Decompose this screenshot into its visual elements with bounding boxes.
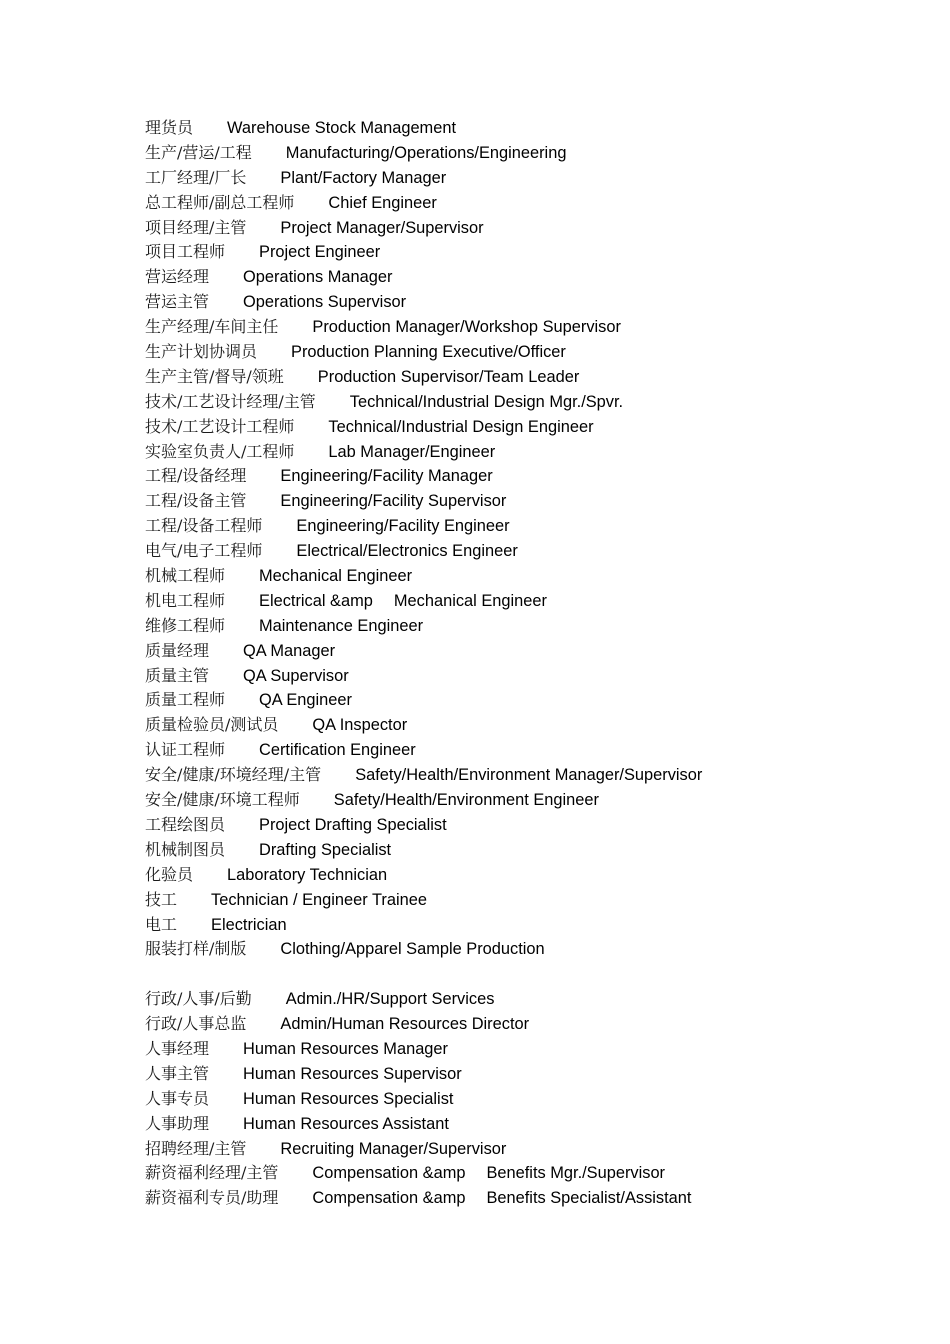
glossary-entry bbox=[145, 937, 925, 962]
english-title: Electrician bbox=[211, 915, 287, 934]
chinese-title: 质量工程师 bbox=[145, 690, 226, 710]
chinese-title: 工程/设备主管 bbox=[145, 491, 247, 511]
glossary-entry bbox=[145, 813, 925, 838]
glossary-entry bbox=[145, 639, 925, 664]
english-title: Production Manager/Workshop Supervisor bbox=[312, 318, 621, 337]
chinese-title: 工程/设备经理 bbox=[145, 466, 247, 486]
chinese-title: 行政/人事/后勤 bbox=[145, 989, 252, 1009]
chinese-title: 安全/健康/环境经理/主管 bbox=[145, 765, 322, 785]
glossary-entry bbox=[145, 1012, 925, 1037]
glossary-entry bbox=[145, 489, 925, 514]
glossary-entry bbox=[145, 166, 925, 191]
english-title: Engineering/Facility Manager bbox=[280, 467, 493, 486]
chinese-title: 质量主管 bbox=[145, 665, 210, 685]
glossary-entry bbox=[145, 987, 925, 1012]
glossary-entry bbox=[145, 1037, 925, 1062]
chinese-title: 技工 bbox=[145, 889, 178, 909]
english-title: Lab Manager/Engineer bbox=[328, 442, 496, 461]
english-title: Clothing/Apparel Sample Production bbox=[280, 940, 545, 959]
chinese-title: 招聘经理/主管 bbox=[145, 1138, 247, 1158]
glossary-entry bbox=[145, 240, 925, 265]
english-title: Technical/Industrial Design Engineer bbox=[328, 417, 594, 436]
chinese-title: 机电工程师 bbox=[145, 590, 226, 610]
english-title: Admin/Human Resources Director bbox=[280, 1015, 530, 1034]
glossary-entry bbox=[145, 788, 925, 813]
glossary-entry bbox=[145, 688, 925, 713]
chinese-title: 项目工程师 bbox=[145, 242, 226, 262]
chinese-title: 生产主管/督导/领班 bbox=[145, 366, 284, 386]
glossary-entry bbox=[145, 614, 925, 639]
chinese-title: 项目经理/主管 bbox=[145, 217, 247, 237]
chinese-title: 质量检验员/测试员 bbox=[145, 715, 279, 735]
glossary-entry bbox=[145, 1062, 925, 1087]
glossary-entry bbox=[145, 390, 925, 415]
chinese-title: 人事经理 bbox=[145, 1038, 210, 1058]
glossary-entry bbox=[145, 265, 925, 290]
glossary-entry bbox=[145, 564, 925, 589]
english-title: Project Engineer bbox=[259, 243, 381, 262]
english-title: Compensation &amp bbox=[312, 1189, 466, 1208]
english-title: Compensation &amp bbox=[312, 1164, 466, 1183]
glossary-entry bbox=[145, 763, 925, 788]
glossary-entry bbox=[145, 589, 925, 614]
glossary-entry bbox=[145, 440, 925, 465]
chinese-title: 工程/设备工程师 bbox=[145, 516, 263, 536]
english-title: Drafting Specialist bbox=[259, 840, 392, 859]
glossary-entry bbox=[145, 539, 925, 564]
chinese-title: 电气/电子工程师 bbox=[145, 541, 263, 561]
chinese-title: 薪资福利专员/助理 bbox=[145, 1188, 279, 1208]
english-title: Mechanical Engineer bbox=[259, 567, 413, 586]
chinese-title: 人事助理 bbox=[145, 1113, 210, 1133]
english-title: Laboratory Technician bbox=[227, 865, 388, 884]
chinese-title: 安全/健康/环境工程师 bbox=[145, 790, 300, 810]
glossary-entry bbox=[145, 1186, 925, 1211]
glossary-entry bbox=[145, 315, 925, 340]
chinese-title: 薪资福利经理/主管 bbox=[145, 1163, 279, 1183]
english-title: Admin./HR/Support Services bbox=[285, 990, 495, 1009]
chinese-title: 工程绘图员 bbox=[145, 814, 226, 834]
chinese-title: 电工 bbox=[145, 914, 178, 934]
english-title: Human Resources Specialist bbox=[243, 1089, 454, 1108]
chinese-title: 技术/工艺设计工程师 bbox=[145, 416, 295, 436]
english-title: Human Resources Manager bbox=[243, 1039, 448, 1058]
english-title: Operations Supervisor bbox=[243, 293, 407, 312]
chinese-title: 维修工程师 bbox=[145, 615, 226, 635]
english-title: QA Manager bbox=[243, 641, 336, 660]
chinese-title: 人事主管 bbox=[145, 1063, 210, 1083]
english-title: Certification Engineer bbox=[259, 741, 416, 760]
english-title: Engineering/Facility Engineer bbox=[296, 517, 510, 536]
glossary-entry bbox=[145, 913, 925, 938]
chinese-title: 服装打样/制版 bbox=[145, 939, 247, 959]
english-title: Human Resources Supervisor bbox=[243, 1064, 462, 1083]
glossary-entry bbox=[145, 664, 925, 689]
chinese-title: 生产经理/车间主任 bbox=[145, 317, 279, 337]
english-title: Human Resources Assistant bbox=[243, 1114, 449, 1133]
chinese-title: 人事专员 bbox=[145, 1088, 210, 1108]
english-title: Safety/Health/Environment Manager/Supervisor bbox=[355, 766, 703, 785]
english-title: QA Engineer bbox=[259, 691, 352, 710]
english-title: Maintenance Engineer bbox=[259, 616, 424, 635]
english-title: QA Inspector bbox=[312, 716, 408, 735]
english-title-continuation: Benefits Specialist/Assistant bbox=[486, 1189, 692, 1208]
section-spacer bbox=[145, 962, 925, 987]
chinese-title: 技术/工艺设计经理/主管 bbox=[145, 391, 316, 411]
chinese-title: 机械工程师 bbox=[145, 566, 226, 586]
glossary-entry bbox=[145, 1112, 925, 1137]
english-title: Technician / Engineer Trainee bbox=[211, 890, 427, 909]
chinese-title: 质量经理 bbox=[145, 640, 210, 660]
chinese-title: 工厂经理/厂长 bbox=[145, 167, 247, 187]
chinese-title: 行政/人事总监 bbox=[145, 1014, 247, 1034]
english-title: Operations Manager bbox=[243, 268, 393, 287]
english-title: Manufacturing/Operations/Engineering bbox=[285, 143, 567, 162]
english-title: Production Planning Executive/Officer bbox=[291, 343, 566, 362]
english-title: Project Manager/Supervisor bbox=[280, 218, 484, 237]
english-title: Electrical/Electronics Engineer bbox=[296, 542, 518, 561]
glossary-entry bbox=[145, 116, 925, 141]
chinese-title: 理货员 bbox=[145, 118, 194, 137]
chinese-title: 生产计划协调员 bbox=[145, 342, 258, 362]
glossary-entry bbox=[145, 738, 925, 763]
glossary-entry bbox=[145, 1087, 925, 1112]
chinese-title: 营运主管 bbox=[145, 292, 210, 312]
english-title: Safety/Health/Environment Engineer bbox=[333, 791, 599, 810]
english-title: Chief Engineer bbox=[328, 193, 437, 212]
english-title: Warehouse Stock Management bbox=[227, 119, 456, 137]
english-title: Project Drafting Specialist bbox=[259, 815, 447, 834]
glossary-entry bbox=[145, 863, 925, 888]
chinese-title: 营运经理 bbox=[145, 267, 210, 287]
glossary-entry bbox=[145, 415, 925, 440]
english-title: Production Supervisor/Team Leader bbox=[317, 367, 580, 386]
glossary-entry bbox=[145, 464, 925, 489]
chinese-title: 实验室负责人/工程师 bbox=[145, 441, 295, 461]
english-title-continuation: Benefits Mgr./Supervisor bbox=[486, 1164, 666, 1183]
job-title-glossary bbox=[145, 116, 925, 1211]
english-title: Engineering/Facility Supervisor bbox=[280, 492, 507, 511]
english-title: Technical/Industrial Design Mgr./Spvr. bbox=[349, 392, 624, 411]
glossary-entry bbox=[145, 340, 925, 365]
glossary-entry bbox=[145, 713, 925, 738]
chinese-title: 生产/营运/工程 bbox=[145, 142, 252, 162]
glossary-entry bbox=[145, 365, 925, 390]
glossary-entry bbox=[145, 191, 925, 216]
chinese-title: 认证工程师 bbox=[145, 740, 226, 760]
chinese-title: 化验员 bbox=[145, 864, 194, 884]
chinese-title: 机械制图员 bbox=[145, 839, 226, 859]
english-title: Plant/Factory Manager bbox=[280, 168, 447, 187]
glossary-entry bbox=[145, 141, 925, 166]
english-title: Recruiting Manager/Supervisor bbox=[280, 1139, 507, 1158]
english-title: QA Supervisor bbox=[243, 666, 349, 685]
glossary-entry bbox=[145, 838, 925, 863]
glossary-entry bbox=[145, 514, 925, 539]
glossary-entry bbox=[145, 1161, 925, 1186]
glossary-entry bbox=[145, 1137, 925, 1162]
glossary-entry bbox=[145, 290, 925, 315]
glossary-entry bbox=[145, 888, 925, 913]
glossary-entry bbox=[145, 216, 925, 241]
english-title-continuation: Mechanical Engineer bbox=[393, 591, 547, 610]
english-title: Electrical &amp bbox=[259, 591, 373, 610]
chinese-title: 总工程师/副总工程师 bbox=[145, 192, 295, 212]
